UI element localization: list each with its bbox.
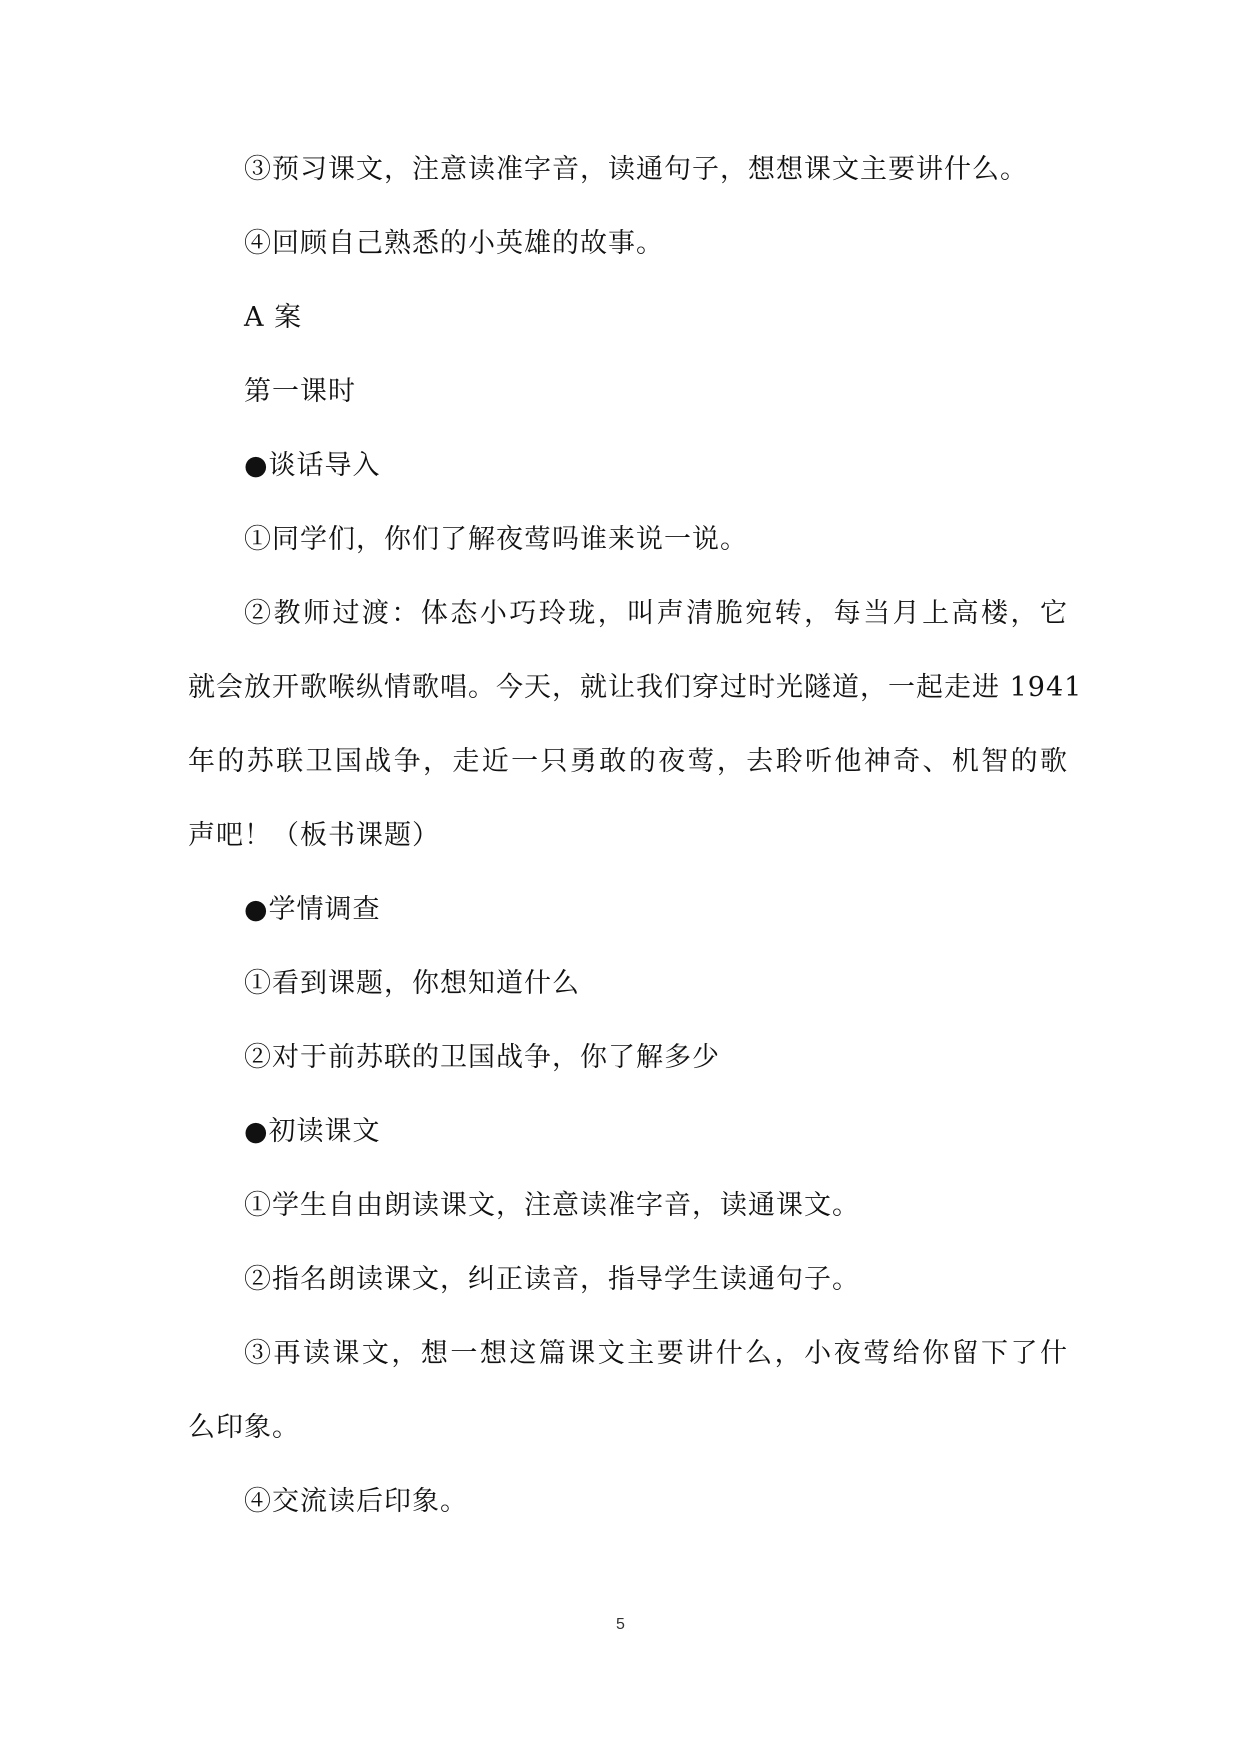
paragraph-teacher-transition-line2: 就会放开歌喉纵情歌唱。今天，就让我们穿过时光隧道，一起走进 1941 bbox=[188, 672, 1083, 703]
paragraph-named-reading: ②指名朗读课文，纠正读音，指导学生读通句子。 bbox=[244, 1264, 860, 1295]
paragraph-free-reading: ①学生自由朗读课文，注意读准字音，读通课文。 bbox=[244, 1190, 860, 1221]
paragraph-reread-line1: ③再读课文，想一想这篇课文主要讲什么，小夜莺给你留下了什 bbox=[244, 1338, 1068, 1369]
paragraph-want-to-know: ①看到课题，你想知道什么 bbox=[244, 968, 580, 999]
paragraph-recall-hero-story: ④回顾自己熟悉的小英雄的故事。 bbox=[244, 228, 664, 259]
page-number: 5 bbox=[616, 1616, 625, 1633]
paragraph-teacher-transition-line1: ②教师过渡：体态小巧玲珑，叫声清脆宛转，每当月上高楼，它 bbox=[244, 598, 1068, 629]
section-heading-a-plan: A 案 bbox=[244, 302, 303, 333]
paragraph-teacher-transition-line4: 声吧！（板书课题） bbox=[188, 820, 440, 851]
paragraph-know-nightingale: ①同学们，你们了解夜莺吗谁来说一说。 bbox=[244, 524, 748, 555]
paragraph-soviet-war: ②对于前苏联的卫国战争，你了解多少 bbox=[244, 1042, 720, 1073]
section-heading-first-reading: ●初读课文 bbox=[244, 1116, 381, 1147]
paragraph-reread-line2: 么印象。 bbox=[188, 1412, 300, 1443]
paragraph-preview-text: ③预习课文，注意读准字音，读通句子，想想课文主要讲什么。 bbox=[244, 154, 1028, 185]
section-heading-talk-intro: ●谈话导入 bbox=[244, 450, 381, 481]
section-heading-first-lesson: 第一课时 bbox=[244, 376, 356, 407]
paragraph-teacher-transition-line3: 年的苏联卫国战争，走近一只勇敢的夜莺，去聆听他神奇、机智的歌 bbox=[188, 746, 1068, 777]
paragraph-exchange-impressions: ④交流读后印象。 bbox=[244, 1486, 468, 1517]
section-heading-survey: ●学情调查 bbox=[244, 894, 381, 925]
